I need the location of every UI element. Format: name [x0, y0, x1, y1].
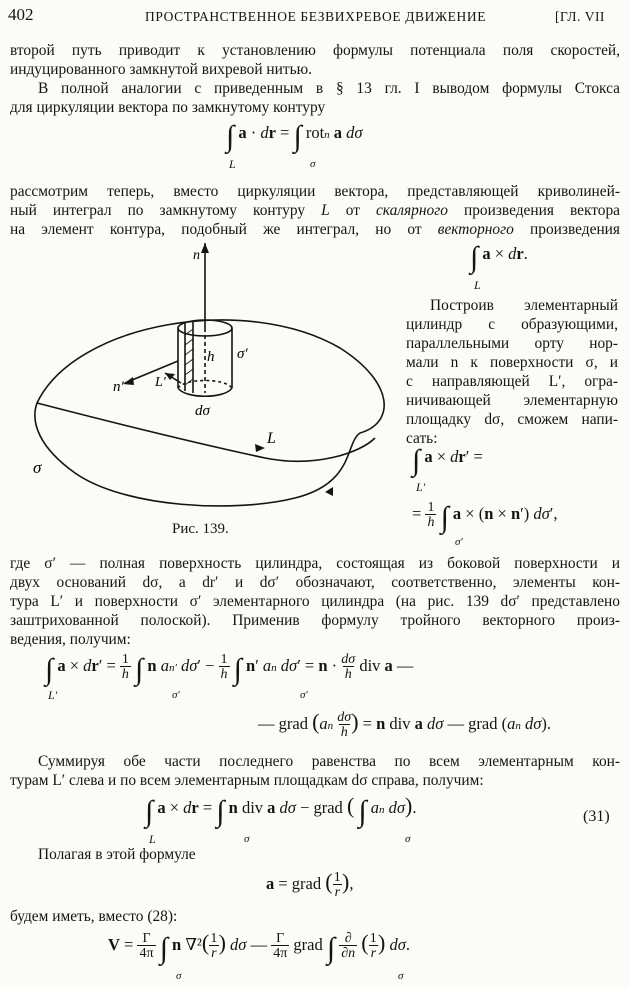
- text-line: где σ′ — полная поверхность цилиндра, состоящая из боковой поверхности и: [10, 555, 620, 572]
- label-L-prime: L′: [155, 375, 166, 390]
- text-line: на элемент контура, подобный же интеграл, но от векторного произведения: [10, 221, 620, 238]
- label-sigma: σ: [33, 458, 42, 477]
- side-line: Построив элементарный: [430, 297, 618, 314]
- equation-number: (31): [583, 808, 610, 825]
- figure-139: [15, 243, 415, 543]
- side-line: мали n к поверхности σ, и: [406, 354, 618, 371]
- text-line: для циркуляции вектора по замкнутому контуру: [10, 99, 326, 116]
- text-line: тура L′ и поверхности σ′ элементарного цилиндра (на рис. 139 dσ′ представлено: [10, 593, 620, 610]
- label-d-sigma: dσ: [195, 403, 210, 419]
- side-formula-3: = 1 h ∫ a × (n × n′) dσ′,: [412, 500, 558, 534]
- figure-caption: Рис. 139.: [172, 521, 229, 537]
- side-line: с направляющей L′, огра-: [406, 373, 618, 390]
- side-line: площадку dσ, сможем напи-: [406, 411, 618, 428]
- equation-V: V = Γ 4π ∫ n ∇²(1 r) dσ — Γ 4π grad ∫ ∂ ∂n (1 r) dσ.: [108, 929, 410, 965]
- side-line: цилиндр с образующими,: [406, 316, 618, 333]
- text-line: индуцированного замкнутой вихревой нитью.: [10, 61, 312, 78]
- label-L: L: [267, 430, 276, 447]
- side-line: параллельными орту нор-: [406, 335, 618, 352]
- label-h: h: [207, 349, 215, 365]
- text-line: В полной аналогии с приведенным в § 13 гл. I выводом формулы Стокса: [38, 80, 620, 97]
- text-line: ведения, получим:: [10, 631, 131, 648]
- text-line: двух оснований dσ, а dr′ и dσ′ обозначают, соответственно, элементы кон-: [10, 574, 620, 591]
- text-line: рассмотрим теперь, вместо циркуляции вектора, представляющей криволиней-: [10, 183, 620, 200]
- text-line: Суммируя обе части последнего равенства по всем элементарным кон-: [38, 753, 620, 770]
- label-n-prime: n′: [113, 379, 124, 395]
- side-formula-2: ∫ a × dr′ =: [412, 444, 483, 477]
- page-number: 402: [8, 5, 34, 24]
- text-line: турам L′ слева и по всем элементарным площадкам dσ справа, получим:: [10, 772, 484, 789]
- equation-31: ∫ a × dr = ∫ n div a dσ − grad ( ∫ an dσ).: [145, 793, 417, 828]
- text-line: Полагая в этой формуле: [38, 846, 196, 863]
- side-line: сать:: [406, 430, 438, 447]
- side-formula: ∫ a × dr.: [470, 241, 528, 274]
- book-page: 402 ПРОСТРАНСТВЕННОЕ БЕЗВИХРЕВОЕ ДВИЖЕНИЕ [ГЛ. VII второй путь приводит к установлению формулы потенциала поля скоростей, индуцированного замкнутой вихревой нитью. В полной аналогии с приведенным в § 13 гл. I выводом формулы Стокса для циркуляции вектора по замкнутому контуру ∫ a · dr = ∫ rotn a dσ L σ рассмотрим теперь, вместо циркуляции вектора, представляющей криволиней- ный интеграл по замкнутому контуру L от скалярного произведения вектора на элемент контура, подобный же интеграл, но от векторного произведения ∫ a × dr. L Построив элементарный цилиндр с образующими, параллельными орту нор- мали n к поверхности σ, и с направляющей L′, огра- ничивающей элементарную площадку dσ, сможем напи- сать: ∫ a × dr′ = L′ = 1 h ∫ a × (n × n′) dσ′, σ′ n h σ′ n′ L′ dσ L σ Рис. 139. где σ′ — полная поверхность цилиндра, состоящая из боковой поверхности и двух оснований dσ, а dr′ и dσ′ обозначают, соответственно, элементы кон- тура L′ и поверхности σ′ элементарного цилиндра (на рис. 139 dσ′ представлено заштрихованной полоской). Применив формулу тройного векторного произ- ведения, получим: ∫ a × dr′ = 1 h ∫ n an′ dσ′ − 1 h ∫ n′ an $d\sigma' = n \cdot \frac{d\sigma}{h}$ div a — L′ σ′ σ′ — grad $(an \frac{d\sigma}{h}) = n$ div a dσ — grad (an dσ). Суммируя обе части последнего равенства по всем элементарным кон- турам L′ слева и по всем элементарным площадкам dσ справа, получим: ∫ a × dr = ∫ n div a dσ − grad ( ∫ an dσ). L σ σ (31) Полагая в этой формуле a = grad (1 r), будем иметь, вместо (28): V = Γ 4π ∫ n ∇²(1 r) dσ — Γ 4π grad ∫ ∂ ∂n (1 r) dσ. σ σ: [8, 5, 620, 982]
- running-title: ПРОСТРАНСТВЕННОЕ БЕЗВИХРЕВОЕ ДВИЖЕНИЕ: [145, 9, 487, 24]
- text-line: будем иметь, вместо (28):: [10, 908, 178, 925]
- text-line: заштрихованной полоской). Применив формулу тройного векторного произ-: [10, 612, 620, 629]
- equation-line-2: — grad $(an \frac{d\sigma}{h}) = n$ div a dσ — grad (an dσ).: [258, 708, 551, 740]
- equation-grad: a = grad (1 r),: [266, 868, 354, 900]
- text-line: второй путь приводит к установлению формулы потенциала поля скоростей,: [10, 42, 620, 59]
- equation-line-1: ∫ a × dr′ = 1 h ∫ n an′ dσ′ − 1 h ∫ n′ an $d\sigma' = n \cdot \frac{d\sigma}{h}$ div a —: [45, 652, 414, 686]
- text-line: ный интеграл по замкнутому контуру L от скалярного произведения вектора: [10, 202, 620, 219]
- stokes-formula: ∫ a · dr = ∫ rotn a dσ: [226, 120, 363, 153]
- label-sigma-prime: σ′: [237, 346, 248, 362]
- chapter-label: [ГЛ. VII: [555, 9, 605, 24]
- label-n: n: [193, 248, 200, 263]
- side-line: ничивающей элементарную: [406, 392, 618, 409]
